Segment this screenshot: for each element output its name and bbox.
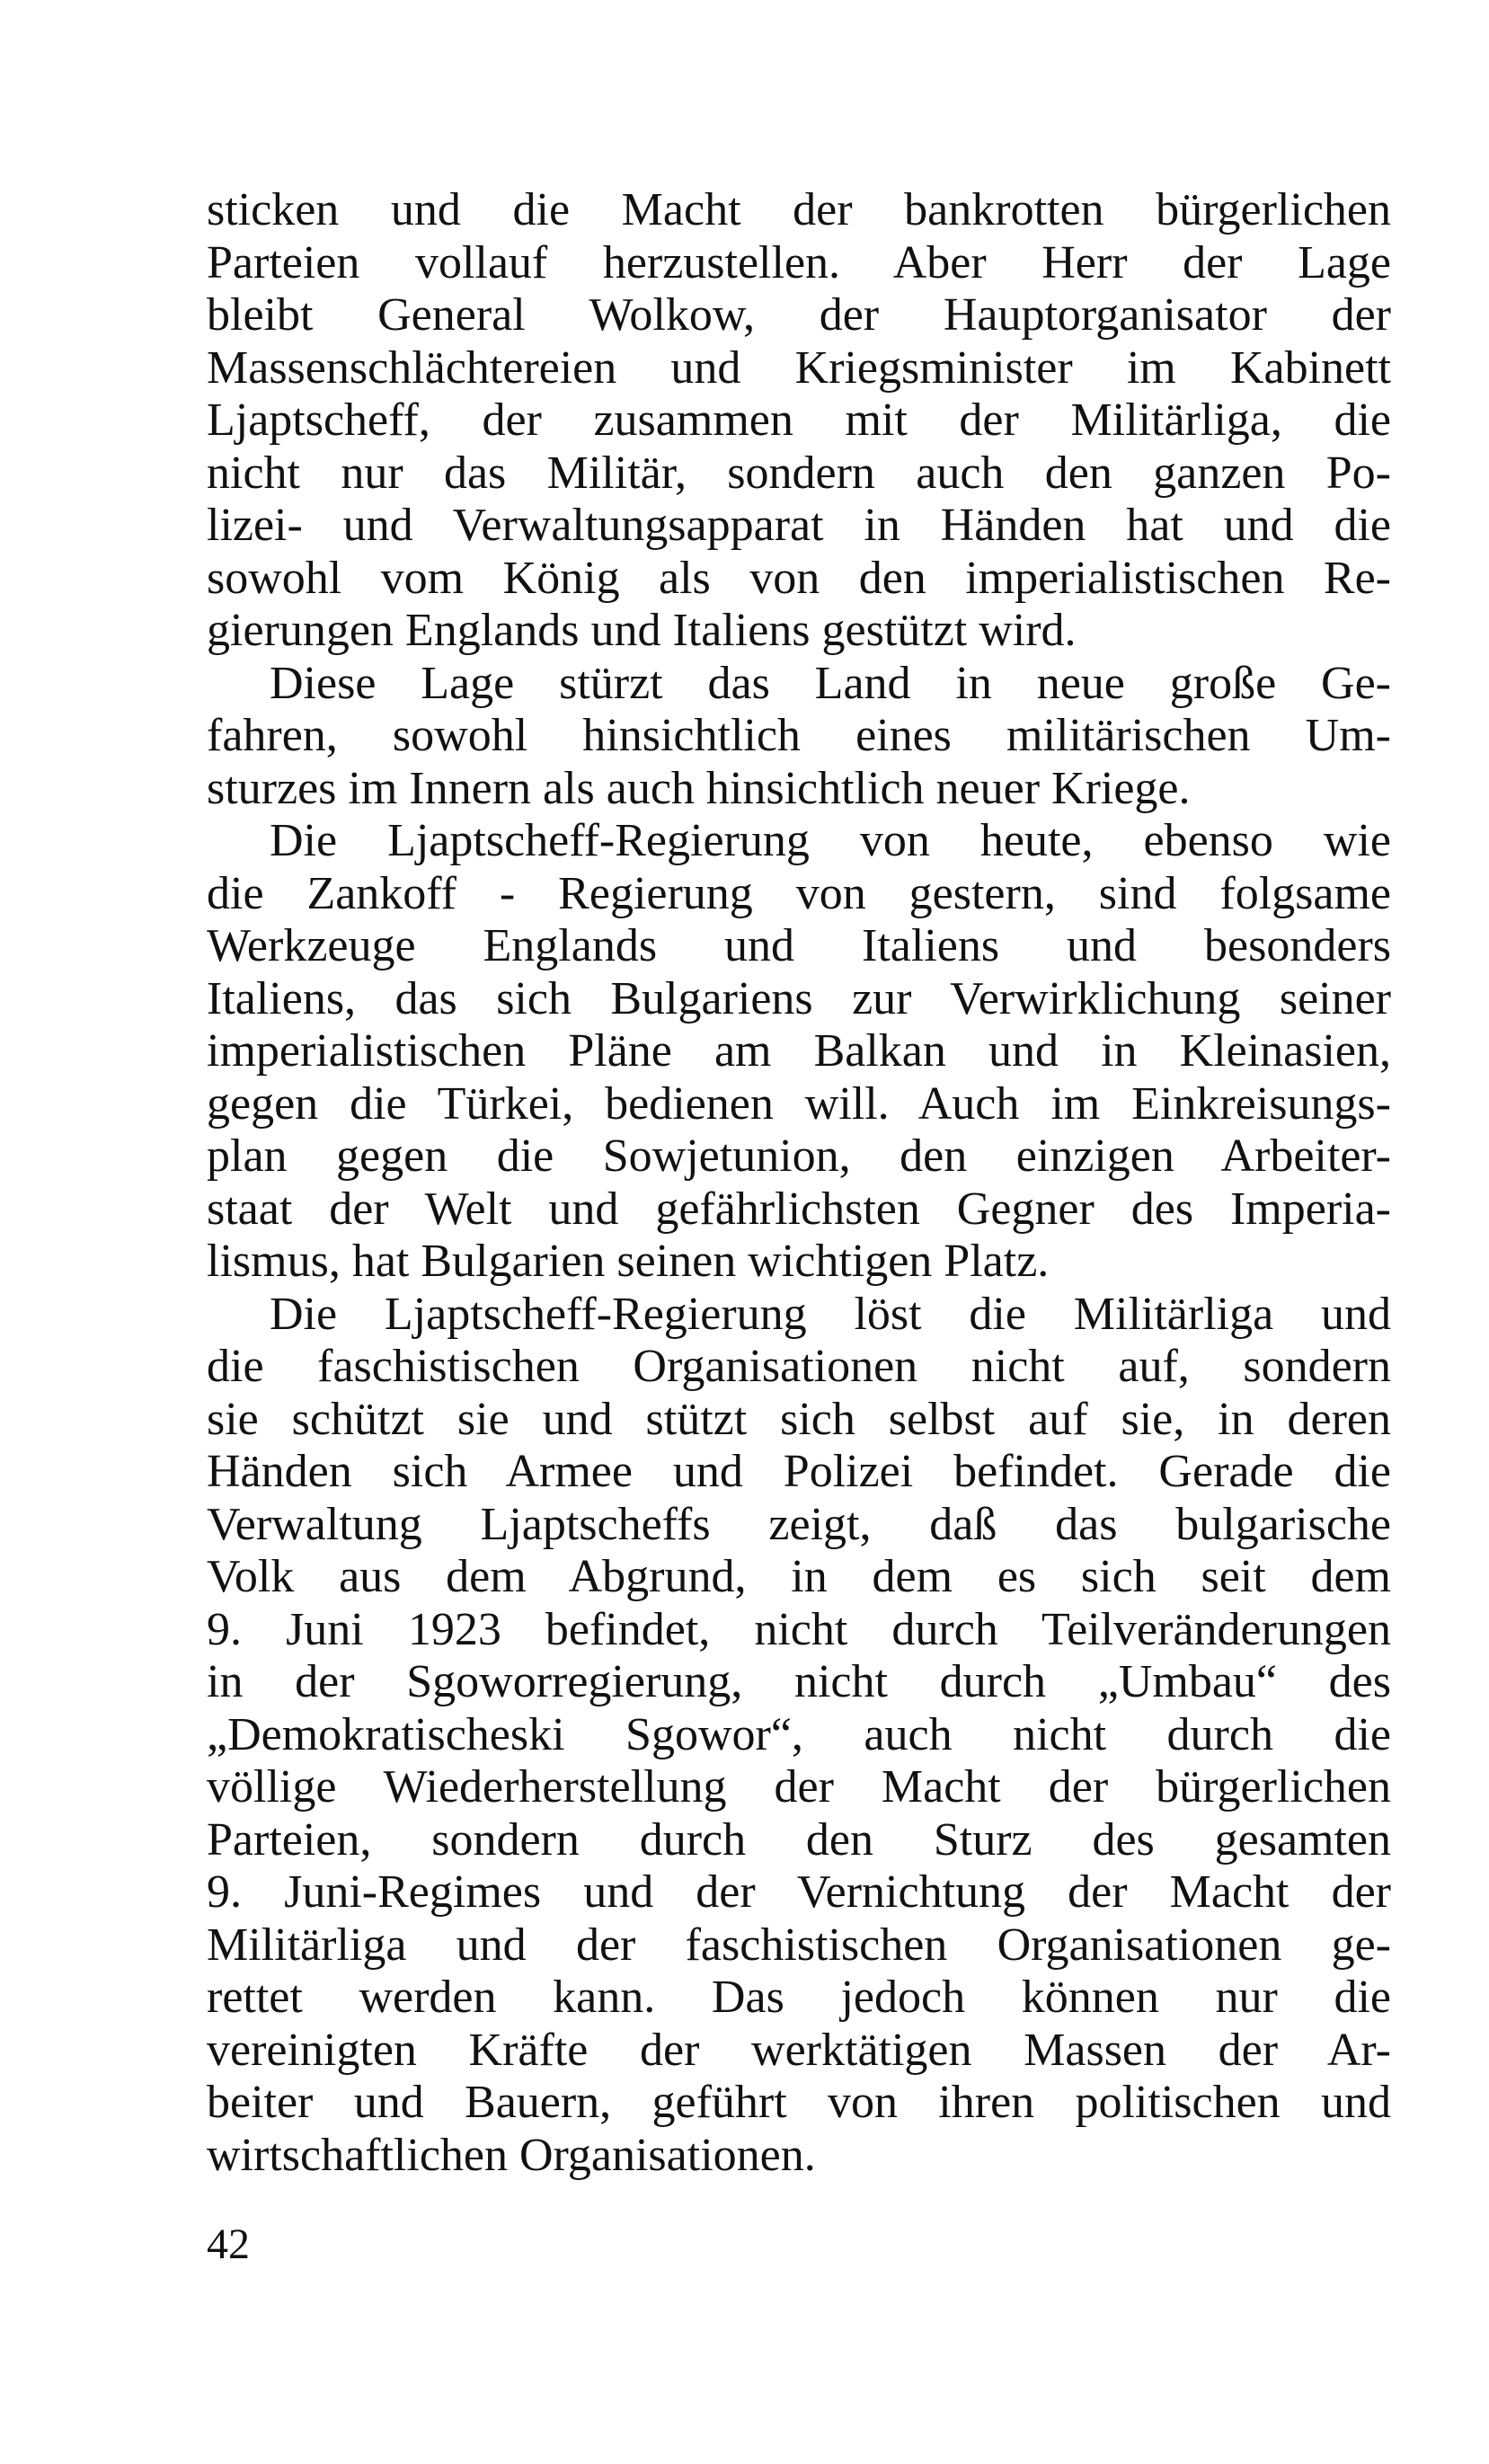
text-line: Militärliga und der faschistischen Organisationen ge-	[207, 1919, 1391, 1971]
text-line: „Demokratischeski Sgowor“, auch nicht durch die	[207, 1708, 1391, 1760]
text-line: beiter und Bauern, geführt von ihren politischen und	[207, 2077, 1391, 2128]
text-line: lizei- und Verwaltungsapparat in Händen hat und die	[207, 500, 1391, 551]
page-number: 42	[207, 2220, 250, 2268]
text-line: vereinigten Kräfte der werktätigen Massen der Ar-	[207, 2024, 1391, 2076]
text-line: sowohl vom König als von den imperialistischen Re-	[207, 552, 1391, 604]
text-line: Parteien, sondern durch den Sturz des gesamten	[207, 1813, 1391, 1866]
text-line: Verwaltung Ljaptscheffs zeigt, daß das bulgarische	[207, 1498, 1391, 1550]
text-line: Die Ljaptscheff-Regierung löst die Militärliga und	[270, 1288, 1391, 1340]
text-line: Diese Lage stürzt das Land in neue große Ge-	[270, 657, 1391, 709]
body-text	[207, 184, 1391, 2182]
text-line: die faschistischen Organisationen nicht auf, sondern	[207, 1341, 1391, 1392]
text-line: in der Sgoworregierung, nicht durch „Umbau“ des	[207, 1656, 1391, 1707]
text-line: völlige Wiederherstellung der Macht der bürgerlichen	[207, 1761, 1391, 1813]
text-line: wirtschaftlichen Organisationen.	[207, 2129, 816, 2181]
text-line: 9. Juni 1923 befindet, nicht durch Teilveränderungen	[207, 1603, 1391, 1655]
text-line: fahren, sowohl hinsichtlich eines militärischen Um-	[207, 710, 1391, 761]
text-line: rettet werden kann. Das jedoch können nur die	[207, 1972, 1391, 2023]
text-line: gegen die Türkei, bedienen will. Auch im Einkreisungs-	[207, 1077, 1391, 1130]
text-line: Italiens, das sich Bulgariens zur Verwirklichung seiner	[207, 972, 1391, 1024]
text-line: sticken und die Macht der bankrotten bürgerlichen	[207, 184, 1391, 235]
text-line: Ljaptscheff, der zusammen mit der Militärliga, die	[207, 394, 1391, 446]
text-line: nicht nur das Militär, sondern auch den ganzen Po-	[207, 447, 1391, 499]
text-line: Werkzeuge Englands und Italiens und besonders	[207, 920, 1391, 971]
text-line: bleibt General Wolkow, der Hauptorganisator der	[207, 289, 1391, 341]
text-line: plan gegen die Sowjetunion, den einzigen Arbeiter-	[207, 1130, 1391, 1182]
text-line: sturzes im Innern als auch hinsichtlich neuer Kriege.	[207, 762, 1191, 814]
text-line: staat der Welt und gefährlichsten Gegner des Imperia-	[207, 1183, 1391, 1235]
text-line: Massenschlächtereien und Kriegsminister im Kabinett	[207, 341, 1391, 394]
text-line: gierungen Englands und Italiens gestützt wird.	[207, 605, 1077, 656]
text-line: imperialistischen Pläne am Balkan und in Kleinasien,	[207, 1025, 1391, 1077]
text-line: die Zankoff - Regierung von gestern, sind folgsame	[207, 867, 1391, 919]
text-line: 9. Juni-Regimes und der Vernichtung der Macht der	[207, 1866, 1391, 1918]
text-line: Parteien vollauf herzustellen. Aber Herr der Lage	[207, 236, 1391, 288]
text-line: Die Ljaptscheff-Regierung von heute, ebenso wie	[270, 815, 1391, 866]
text-line: Volk aus dem Abgrund, in dem es sich seit dem	[207, 1551, 1391, 1602]
text-line: Händen sich Armee und Polizei befindet. Gerade die	[207, 1446, 1391, 1497]
text-line: sie schützt sie und stützt sich selbst auf sie, in deren	[207, 1393, 1391, 1445]
text-line: lismus, hat Bulgarien seinen wichtigen Platz.	[207, 1236, 1050, 1287]
